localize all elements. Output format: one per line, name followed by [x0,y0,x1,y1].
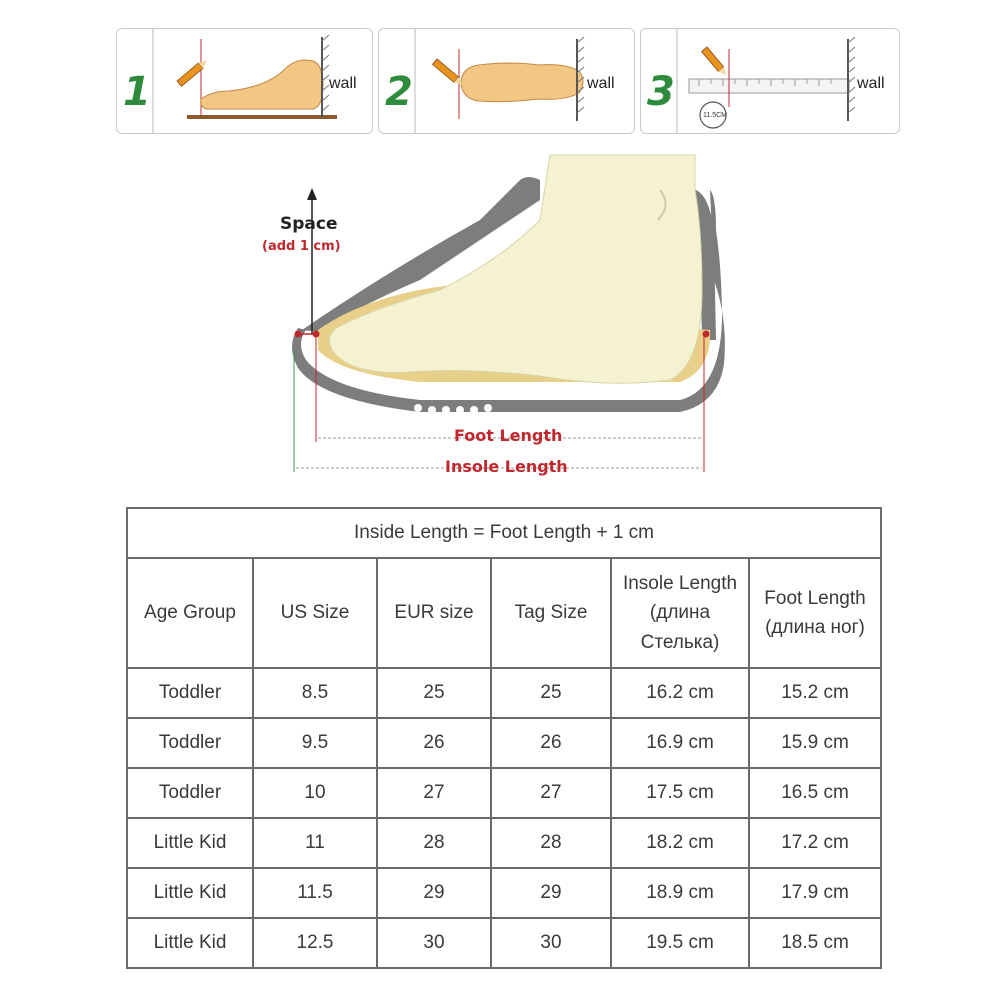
pencil-icon [702,47,729,78]
cell-tag-size: 25 [491,668,611,718]
cell-age-group: Toddler [127,718,253,768]
cell-eur-size: 29 [377,868,491,918]
table-row [127,668,881,718]
cell-insole-length: 16.9 cm [611,718,749,768]
cell-us-size: 11.5 [253,868,377,918]
cell-age-group: Little Kid [127,818,253,868]
table-caption: Inside Length = Foot Length + 1 cm [127,508,881,558]
step-2-wall-label: wall [587,75,615,92]
table-row [127,818,881,868]
cell-foot-length: 18.5 cm [749,918,881,968]
cell-age-group: Toddler [127,768,253,818]
cell-age-group: Little Kid [127,918,253,968]
step-3-wall-label: wall [857,75,885,92]
cell-us-size: 10 [253,768,377,818]
cell-insole-length: 17.5 cm [611,768,749,818]
cell-tag-size: 26 [491,718,611,768]
cell-us-size: 8.5 [253,668,377,718]
step-1-wall-label: wall [329,75,357,92]
insole-length-label: Insole Length [445,457,568,476]
space-note: (add 1 cm) [262,239,341,254]
cell-foot-length: 15.9 cm [749,718,881,768]
foot-side-view [201,60,323,109]
table-row [127,918,881,968]
cell-insole-length: 19.5 cm [611,918,749,968]
cell-insole-length: 18.9 cm [611,868,749,918]
cell-age-group: Little Kid [127,868,253,918]
cell-eur-size: 26 [377,718,491,768]
table-row [127,768,881,818]
header-eur-size: EUR size [377,558,491,668]
cell-foot-length: 15.2 cm [749,668,881,718]
step-1-panel [116,28,373,134]
cell-us-size: 12.5 [253,918,377,968]
pencil-icon [433,59,465,88]
cell-tag-size: 27 [491,768,611,818]
cell-eur-size: 28 [377,818,491,868]
measurement-steps [116,28,898,132]
space-arrow-head [307,188,317,200]
cell-insole-length: 18.2 cm [611,818,749,868]
header-us-size: US Size [253,558,377,668]
shoe-cross-section-diagram [240,150,760,490]
cell-eur-size: 25 [377,668,491,718]
pencil-icon [177,58,209,87]
ruler-reading: 11.5CM [703,112,727,119]
cell-foot-length: 17.2 cm [749,818,881,868]
step-2-panel [378,28,635,134]
cell-eur-size: 30 [377,918,491,968]
header-foot-length: Foot Length (длина ног) [749,558,881,668]
table-header-row [127,558,881,668]
header-tag-size: Tag Size [491,558,611,668]
cell-age-group: Toddler [127,668,253,718]
space-label: Space [280,214,338,234]
header-age-group: Age Group [127,558,253,668]
cell-us-size: 9.5 [253,718,377,768]
cell-insole-length: 16.2 cm [611,668,749,718]
cell-foot-length: 17.9 cm [749,868,881,918]
ruler [689,79,849,93]
foot-top-view [461,63,583,102]
table-row [127,868,881,918]
step-1-number: 1 [123,69,151,115]
step-3-panel [640,28,900,134]
cell-tag-size: 28 [491,818,611,868]
foot-length-label: Foot Length [454,426,563,445]
size-chart-table [126,507,882,969]
cell-foot-length: 16.5 cm [749,768,881,818]
table-row [127,718,881,768]
step-2-number: 2 [385,69,413,115]
cell-tag-size: 29 [491,868,611,918]
cell-tag-size: 30 [491,918,611,968]
header-insole-length: Insole Length (длина Стелька) [611,558,749,668]
cell-us-size: 11 [253,818,377,868]
cell-eur-size: 27 [377,768,491,818]
step-3-number: 3 [647,69,675,115]
